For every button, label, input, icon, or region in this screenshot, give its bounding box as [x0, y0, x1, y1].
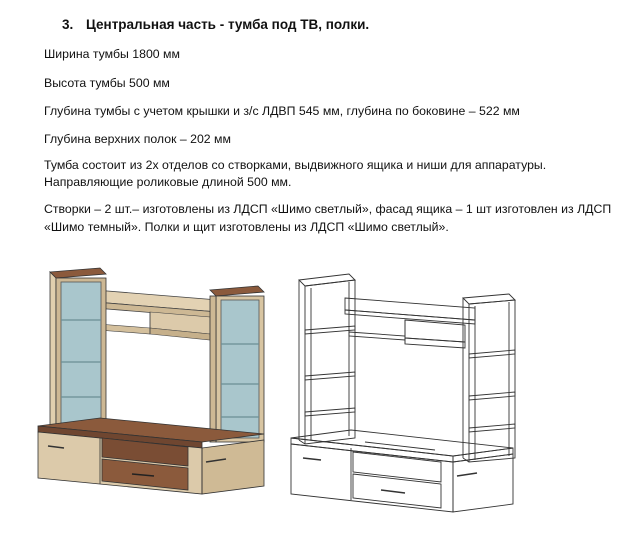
section-heading	[62, 17, 369, 32]
description-line-1: Тумба состоит из 2х отделов со створками, выдвижного ящика и ниши для аппаратуры.	[44, 158, 547, 172]
spec-height: Высота тумбы 500 мм	[44, 76, 170, 90]
spec-width: Ширина тумбы 1800 мм	[44, 47, 180, 61]
tv-unit-color-render	[30, 262, 270, 502]
description-line-2: Направляющие роликовые длиной 500 мм.	[44, 175, 292, 189]
tv-unit-line-drawing	[285, 268, 530, 523]
section-title: Центральная часть - тумба под ТВ, полки.	[86, 17, 370, 32]
section-number: 3.	[62, 17, 74, 32]
description-line-3: Створки – 2 шт.– изготовлены из ЛДСП «Шимо светлый», фасад ящика – 1 шт изготовлен из ЛДСП	[44, 202, 612, 216]
description-line-4: «Шимо темный». Полки и щит изготовлены из ЛДСП «Шимо светлый».	[44, 220, 449, 234]
spec-shelf-depth: Глубина верхних полок – 202 мм	[44, 132, 231, 146]
spec-depth: Глубина тумбы с учетом крышки и з/с ЛДВП 545 мм, глубина по боковине – 522 мм	[44, 104, 520, 118]
